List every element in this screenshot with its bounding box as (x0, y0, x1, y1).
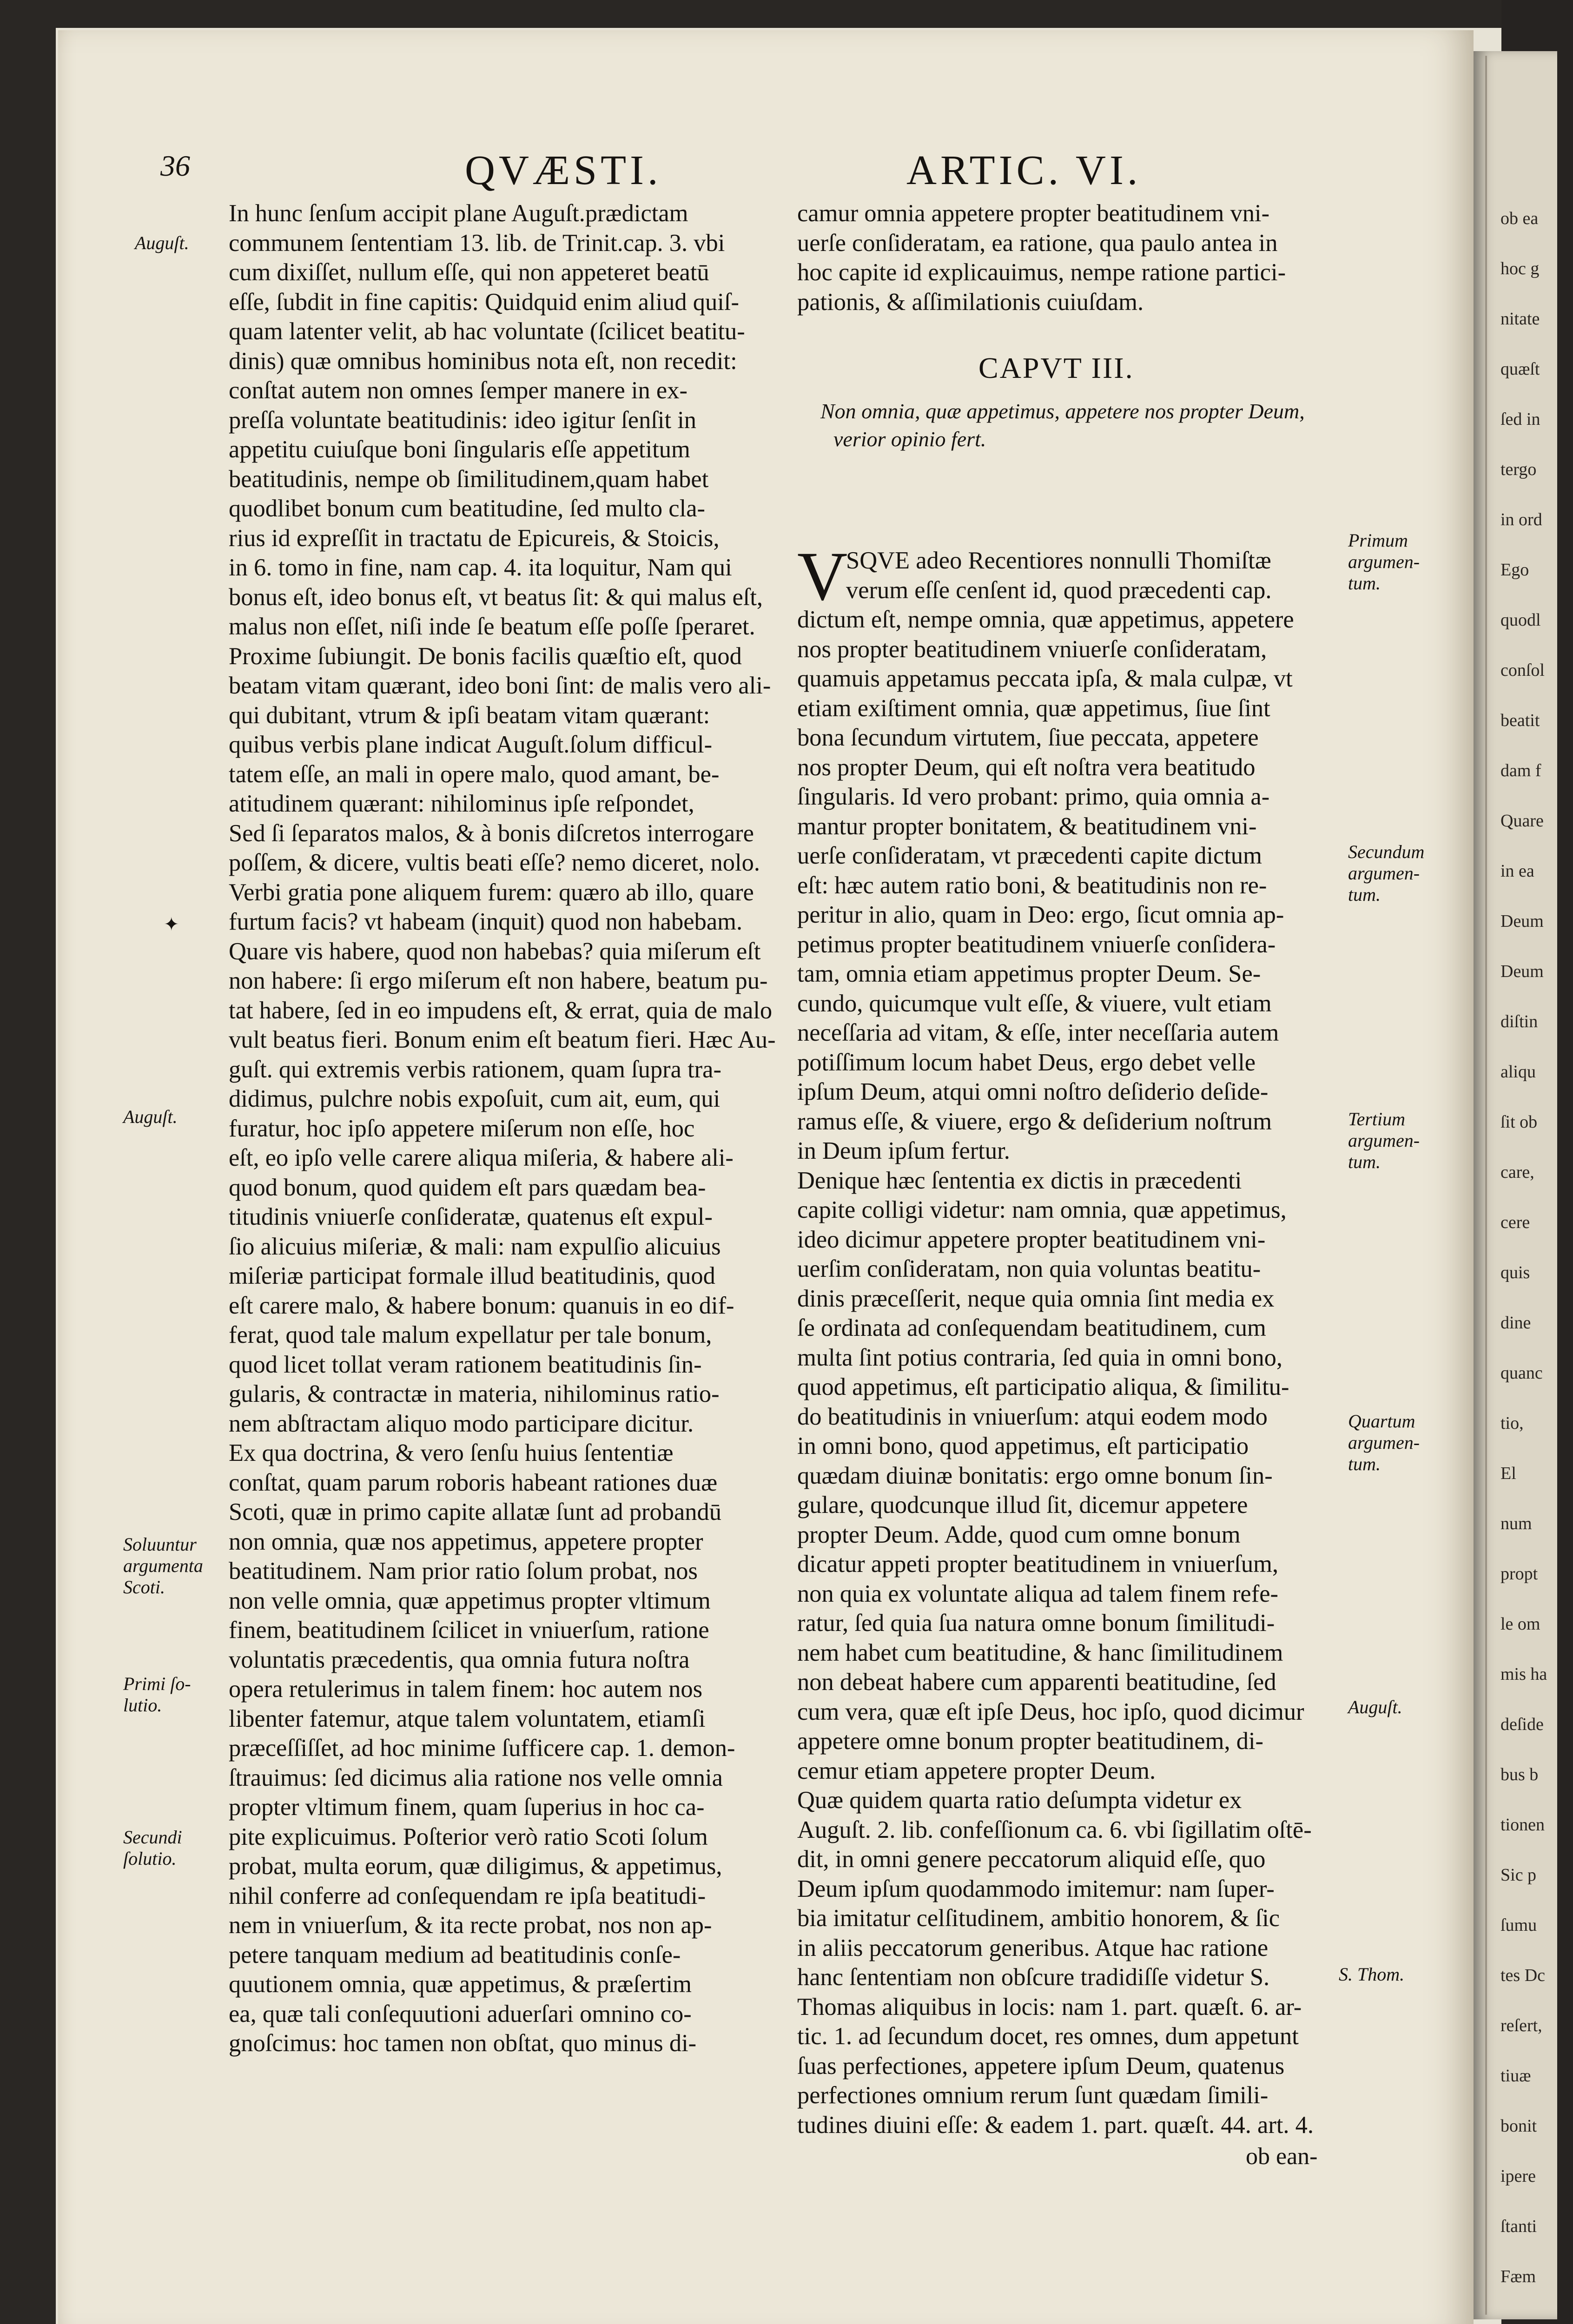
text-line: bona ſecundum virtutem, ſiue peccata, appetere (797, 724, 1259, 751)
margin-note-left: Soluuntur argumenta Scoti. (123, 1534, 203, 1598)
text-line: Thomas aliquibus in locis: nam 1. part. quæſt. 6. ar- (797, 1993, 1302, 2020)
facing-page-text-fragment: ob ea (1500, 209, 1539, 228)
text-line: libenter fatemur, atque talem voluntatem, etiamſi (229, 1705, 706, 1732)
facing-page-text-fragment: propt (1500, 1564, 1538, 1584)
facing-page-text-fragment: in ea (1500, 861, 1534, 881)
text-line: Denique hæc ſententia ex dictis in præcedenti (797, 1167, 1242, 1194)
text-line: eſt carere malo, & habere bonum: quanuis in eo dif- (229, 1292, 734, 1319)
text-line: etiam exiſtiment omnia, quæ appetimus, ſiue ſint (797, 694, 1270, 722)
text-line: dinis) quæ omnibus hominibus nota eſt, non recedit: (229, 347, 737, 375)
text-line: tam, omnia etiam appetimus propter Deum. Se- (797, 960, 1261, 987)
text-line: potiſſimum locum habet Deus, ergo debet velle (797, 1049, 1256, 1076)
facing-page-text-fragment: quanc (1500, 1363, 1543, 1383)
text-line: conſtat, quam parum roboris habeant rationes duæ (229, 1469, 718, 1496)
facing-page-text-fragment: Deum (1500, 911, 1544, 931)
text-line: conſtat autem non omnes ſemper manere in ex- (229, 377, 687, 404)
text-line: finem, beatitudinem ſcilicet in vniuerſum, ratione (229, 1617, 709, 1644)
text-line: quod bonum, quod quidem eſt pars quædam bea- (229, 1174, 706, 1201)
text-line: beatitudinem. Nam prior ratio ſolum probat, nos (229, 1558, 698, 1585)
text-line: cum vera, quæ eſt ipſe Deus, hoc ipſo, quod dicimur (797, 1698, 1304, 1725)
text-line: uerſe conſideratam, ea ratione, qua paulo antea in (797, 229, 1278, 257)
facing-page-text-fragment: hoc g (1500, 259, 1540, 278)
text-line: multa ſint potius contraria, ſed quia in omni bono, (797, 1344, 1283, 1371)
margin-ornament-icon: ✦ (164, 914, 179, 935)
facing-page-text-fragment: deſide (1500, 1715, 1544, 1734)
margin-note-right: Secundum argumen- tum. (1348, 841, 1425, 905)
facing-page-text-fragment: bus b (1500, 1765, 1539, 1784)
facing-page-text-fragment: beatit (1500, 711, 1540, 730)
text-line: ideo dicimur appetere propter beatitudinem vni- (797, 1226, 1266, 1253)
facing-page-text-fragment: nitate (1500, 309, 1540, 329)
text-line: miſeriæ participat formale illud beatitudinis, quod (229, 1262, 715, 1289)
facing-page-text-fragment: in ord (1500, 510, 1542, 529)
text-line: neceſſaria ad vitam, & eſſe, inter neceſſaria autem (797, 1019, 1279, 1046)
facing-page-text-fragment: cere (1500, 1213, 1530, 1232)
text-line: Quæ quidem quarta ratio deſumpta videtur ex (797, 1787, 1242, 1814)
text-line: uerſe conſideratam, vt præcedenti capite dictum (797, 842, 1262, 869)
text-line: nem in vniuerſum, & ita recte probat, nos non ap- (229, 1912, 712, 1939)
facing-page-text-fragment: tiuæ (1500, 2066, 1531, 2086)
text-line: dicatur appeti propter beatitudinem in vniuerſum, (797, 1551, 1279, 1578)
text-line: hanc ſententiam non obſcure tradidiſſe videtur S. (797, 1964, 1270, 1991)
left-text-column (229, 199, 784, 2059)
text-line: eſſe, ſubdit in fine capitis: Quidquid enim aliud quiſ- (229, 288, 739, 316)
catchword: ob ean- (1246, 2143, 1318, 2170)
text-line: voluntatis præcedentis, qua omnia futura noſtra (229, 1646, 690, 1673)
text-line: Scoti, quæ in primo capite allatæ ſunt ad probandū (229, 1499, 722, 1525)
text-line: titudinis vniuerſe conſideratæ, quatenus eſt expul- (229, 1203, 713, 1230)
facing-page-text-fragment: mis ha (1500, 1664, 1547, 1684)
text-line: verum eſſe cenſent id, quod præcedenti cap. (846, 576, 1272, 604)
text-line: didimus, pulchre nobis expoſuit, cum ait, eum, qui (229, 1085, 720, 1112)
facing-page-text-fragment: Sic p (1500, 1865, 1537, 1885)
text-line: nihil conferre ad conſequendam re ipſa beatitudi- (229, 1882, 706, 1909)
text-line: ramus eſſe, & viuere, ergo & deſiderium noſtrum (797, 1108, 1272, 1135)
chapter-summary (820, 397, 1305, 453)
text-line: Deum ipſum quodammodo imitemur: nam ſuper- (797, 1875, 1275, 1902)
text-line: beatam vitam quærant, ideo boni ſint: de malis vero ali- (229, 672, 771, 699)
facing-page-text-fragment: bonit (1500, 2116, 1537, 2136)
text-line: gularis, & contractæ in materia, nihilominus ratio- (229, 1380, 720, 1407)
facing-page-text-fragment: tergo (1500, 460, 1537, 479)
text-line: quutionem omnia, quæ appetimus, & præſertim (229, 1971, 692, 1998)
text-line: quodlibet bonum cum beatitudine, ſed multo cla- (229, 495, 705, 522)
text-line: cum dixiſſet, nullum eſſe, qui non appeteret beatū (229, 259, 709, 286)
chapter-summary-line: verior opinio fert. (833, 427, 986, 451)
text-line: poſſem, & dicere, vultis beati eſſe? nemo diceret, nolo. (229, 849, 760, 876)
text-line: pite explicuimus. Poſterior verò ratio Scoti ſolum (229, 1823, 708, 1850)
facing-page-text-fragment: El (1500, 1464, 1516, 1483)
text-line: vult beatus fieri. Bonum enim eſt beatum fieri. Hæc Au- (229, 1026, 776, 1053)
facing-page-text-fragment: num (1500, 1514, 1532, 1533)
text-line: dictum eſt, nempe omnia, quæ appetimus, appetere (797, 606, 1294, 633)
facing-page-text-fragment: ſumu (1500, 1915, 1537, 1935)
right-text-column (797, 538, 1336, 2140)
text-line: beatitudinis, nempe ob ſimilitudinem,quam habet (229, 465, 709, 493)
text-line: Proxime ſubiungit. De bonis facilis quæſtio eſt, quod (229, 642, 742, 670)
running-head-right: ARTIC. VI. (906, 147, 1142, 193)
text-line: bia imitatur celſitudinem, ambitio honorem, & ſic (797, 1905, 1280, 1932)
text-line: quod appetimus, eſt participatio aliqua, & ſimilitu- (797, 1373, 1289, 1400)
text-line: quædam diuinæ bonitatis: ergo omne bonum ſin- (797, 1462, 1273, 1489)
text-line: nos propter Deum, qui eſt noſtra vera beatitudo (797, 753, 1256, 781)
margin-note-right: Quartum argumen- tum. (1348, 1411, 1420, 1474)
text-line: tic. 1. ad ſecundum docet, res omnes, dum appetunt (797, 2023, 1299, 2050)
text-line: appetitu cuiuſque boni ſingularis eſſe appetitum (229, 436, 690, 463)
page-number: 36 (160, 149, 190, 182)
text-line: opera retulerimus in talem finem: hoc autem nos (229, 1676, 703, 1703)
text-line: tatem eſſe, an mali in opere malo, quod amant, be- (229, 760, 720, 788)
text-line: præceſſiſſet, ad hoc minime ſufficere cap. 1. demon- (229, 1735, 735, 1762)
text-line: non velle omnia, quæ appetimus propter vltimum (229, 1587, 711, 1614)
text-line: communem ſententiam 13. lib. de Trinit.cap. 3. vbi (229, 229, 725, 257)
facing-page-text-fragment: aliqu (1500, 1062, 1536, 1082)
text-line: mantur propter bonitatem, & beatitudinem vni- (797, 812, 1257, 840)
text-line: Quare vis habere, quod non habebas? quia miſerum eſt (229, 938, 761, 965)
text-line: peritur in alio, quam in Deo: ergo, ſicut omnia ap- (797, 901, 1284, 928)
text-line: guſt. qui extremis verbis rationem, quam ſupra tra- (229, 1056, 721, 1083)
facing-page-text-fragment: Ego (1500, 560, 1529, 580)
text-line: dinis præceſſerit, neque quia omnia ſint media ex (797, 1285, 1275, 1312)
text-line: nem abſtractam aliquo modo participare dicitur. (229, 1410, 694, 1437)
text-line: camur omnia appetere propter beatitudinem vni- (797, 200, 1270, 227)
text-line: do beatitudinis in vniuerſum: atqui eodem modo (797, 1403, 1268, 1430)
text-line: uerſim conſideratam, non quia voluntas beatitu- (797, 1255, 1261, 1282)
text-line: quamuis appetamus peccata ipſa, & mala culpæ, vt (797, 665, 1293, 692)
facing-page-text-fragment: tes Dc (1500, 1966, 1546, 1985)
text-line: non debeat habere cum apparenti beatitudine, ſed (797, 1669, 1276, 1696)
facing-page-text-fragment: tio, (1500, 1413, 1524, 1433)
chapter-heading: CAPVT III. (978, 351, 1134, 384)
facing-page-text-fragment: Fæm (1500, 2267, 1536, 2286)
text-line: capite colligi videtur: nam omnia, quæ appetimus, (797, 1196, 1287, 1223)
text-line: non habere: ſi ergo miſerum eſt non habere, beatum pu- (229, 967, 768, 994)
text-line: bonus eſt, ideo bonus eſt, vt beatus ſit: & qui malus eſt, (229, 583, 763, 611)
text-line: SQVE adeo Recentiores nonnulli Thomiſtæ (846, 547, 1271, 574)
text-line: qui dubitant, vtrum & ipſi beatam vitam quærant: (229, 701, 710, 729)
text-line: preſſa voluntate beatitudinis: ideo igitur ſenſit in (229, 406, 697, 434)
text-line: perfectiones omnium rerum ſunt quædam ſimili- (797, 2082, 1269, 2109)
text-line: appetere omne bonum propter beatitudinem, di- (797, 1728, 1264, 1755)
facing-page-text-fragment: ipere (1500, 2166, 1536, 2186)
facing-page-text-fragment: conſol (1500, 660, 1545, 680)
margin-note-right: S. Thom. (1339, 1964, 1405, 1985)
facing-page-text-fragment: diſtin (1500, 1012, 1538, 1031)
text-line: Sed ſi ſeparatos malos, & à bonis diſcretos interrogare (229, 819, 754, 847)
text-line: dit, in omni genere peccatorum aliquid eſſe, quo (797, 1846, 1266, 1873)
facing-page-text-fragment: quis (1500, 1263, 1530, 1282)
text-line: gnoſcimus: hoc tamen non obſtat, quo minus di- (229, 2030, 697, 2057)
running-head-left: QVÆSTI. (465, 147, 662, 193)
margin-note-left: Auguſt. (135, 232, 189, 253)
facing-page-text-fragment: quodl (1500, 610, 1541, 630)
text-line: ſuas perfectiones, appetere ipſum Deum, quatenus (797, 2052, 1285, 2080)
text-line: ſingularis. Id vero probant: primo, quia omnia a- (797, 783, 1270, 810)
text-line: rius id expreſſit in tractatu de Epicureis, & Stoicis, (229, 524, 720, 552)
text-line: In hunc ſenſum accipit plane Auguſt.prædictam (229, 200, 688, 227)
text-line: cundo, quicumque vult eſſe, & viuere, vult etiam (797, 990, 1272, 1017)
text-line: ratur, ſed quia ſua natura omne bonum ſimilitudi- (797, 1610, 1275, 1637)
right-column-top-text (797, 199, 1336, 317)
scan-background-left (0, 0, 56, 2324)
text-line: tudines diuini eſſe: & eadem 1. part. quæſt. 44. art. 4. (797, 2111, 1314, 2139)
text-line: ſio alicuius miſeriæ, & mali: nam expulſio alicuius (229, 1233, 721, 1260)
text-line: non quia ex voluntate aliqua ad talem finem refe- (797, 1580, 1279, 1607)
text-line: eſt: hæc autem ratio boni, & beatitudinis non re- (797, 872, 1267, 899)
text-line: Verbi gratia pone aliquem furem: quæro ab illo, quare (229, 878, 754, 906)
margin-note-right: Auguſt. (1348, 1697, 1402, 1717)
facing-page-text-fragment: dam f (1500, 761, 1541, 780)
text-line: ea, quæ tali conſequutioni aduerſari omnino co- (229, 2000, 692, 2027)
page-gutter-line (1485, 56, 1487, 2315)
text-line: Ex qua doctrina, & vero ſenſu huius ſententiæ (229, 1439, 674, 1466)
text-line: propter Deum. Adde, quod cum omne bonum (797, 1521, 1241, 1548)
text-line: in omni bono, quod appetimus, eſt participatio (797, 1433, 1249, 1459)
facing-page-text-fragment: ſed in (1500, 409, 1540, 429)
text-line: atitudinem quærant: nihilominus ipſe reſpondet, (229, 790, 694, 817)
text-line: nem habet cum beatitudine, & hanc ſimilitudinem (797, 1639, 1283, 1666)
text-line: ipſum Deum, atqui omni noſtro deſiderio deſide- (797, 1078, 1269, 1105)
facing-page-text-fragment: tionen (1500, 1815, 1545, 1835)
text-line: furtum facis? vt habeam (inquit) quod non habebam. (229, 908, 743, 935)
text-line: petere tanquam medium ad beatitudinis conſe- (229, 1941, 681, 1968)
text-line: furatur, hoc ipſo appetere miſerum non eſſe, hoc (229, 1115, 695, 1142)
text-line: malus non eſſet, niſi inde ſe beatum eſſe poſſe ſperaret. (229, 613, 755, 640)
text-line: hoc capite id explicauimus, nempe ratione partici- (797, 259, 1286, 286)
facing-page-text-fragment: reſert, (1500, 2016, 1542, 2035)
facing-page-text-fragment: ſit ob (1500, 1112, 1538, 1132)
facing-page-text-fragment: quæſt (1500, 359, 1540, 379)
text-line: tat habere, ſed in eo impudens eſt, & errat, quia de malo (229, 997, 773, 1024)
text-line: eſt, eo ipſo velle carere aliqua miſeria, & habere ali- (229, 1144, 734, 1171)
facing-page-text-fragment: Quare (1500, 811, 1544, 831)
text-line: probat, multa eorum, quæ diligimus, & appetimus, (229, 1853, 722, 1880)
facing-page-text-fragment: Deum (1500, 962, 1544, 981)
text-line: in Deum ipſum fertur. (797, 1137, 1010, 1164)
scan-background-top (0, 0, 1573, 28)
text-line: ſtrauimus: ſed dicimus alia ratione nos velle omnia (229, 1764, 723, 1791)
margin-note-right: Tertium argumen- tum. (1348, 1109, 1420, 1172)
text-line: petimus propter beatitudinem vniuerſe conſidera- (797, 931, 1276, 958)
text-line: cemur etiam appetere propter Deum. (797, 1757, 1156, 1784)
text-line: quam latenter velit, ab hac voluntate (ſcilicet beatitu- (229, 318, 745, 345)
margin-note-right: Primum argumen- tum. (1348, 530, 1420, 594)
text-line: in 6. tomo in fine, nam cap. 4. ita loquitur, Nam qui (229, 554, 732, 581)
margin-note-left: Primi ſo- lutio. (123, 1673, 191, 1716)
text-line: Auguſt. 2. lib. confeſſionum ca. 6. vbi ſigillatim oſtē- (797, 1816, 1312, 1843)
text-line: pationis, & aſſimilationis cuiuſdam. (797, 288, 1144, 316)
text-line: in aliis peccatorum generibus. Atque hac ratione (797, 1934, 1269, 1961)
text-line: ſe ordinata ad conſequendam beatitudinem, cum (797, 1314, 1266, 1341)
text-line: quibus verbis plane indicat Auguſt.ſolum difficul- (229, 731, 713, 758)
text-line: non omnia, quæ nos appetimus, appetere propter (229, 1528, 703, 1555)
facing-page-text-fragment: dine (1500, 1313, 1531, 1333)
facing-page-text-fragment: ſtanti (1500, 2217, 1537, 2236)
text-line: nos propter beatitudinem vniuerſe conſideratam, (797, 635, 1267, 663)
margin-note-left: Secundi ſolutio. (123, 1827, 182, 1869)
text-line: quod licet tollat veram rationem beatitudinis ſin- (229, 1351, 702, 1378)
chapter-summary-line: Non omnia, quæ appetimus, appetere nos propter Deum, (820, 399, 1305, 423)
text-line: ferat, quod tale malum expellatur per tale bonum, (229, 1321, 712, 1348)
drop-cap-letter: V (797, 538, 848, 615)
facing-page-text-fragment: care, (1500, 1162, 1534, 1182)
margin-note-left: Auguſt. (123, 1106, 178, 1127)
text-line: gulare, quodcunque illud ſit, dicemur appetere (797, 1492, 1248, 1519)
text-line: propter vltimum finem, quam ſuperius in hoc ca- (229, 1794, 705, 1821)
facing-page-text-fragment: le om (1500, 1614, 1540, 1634)
